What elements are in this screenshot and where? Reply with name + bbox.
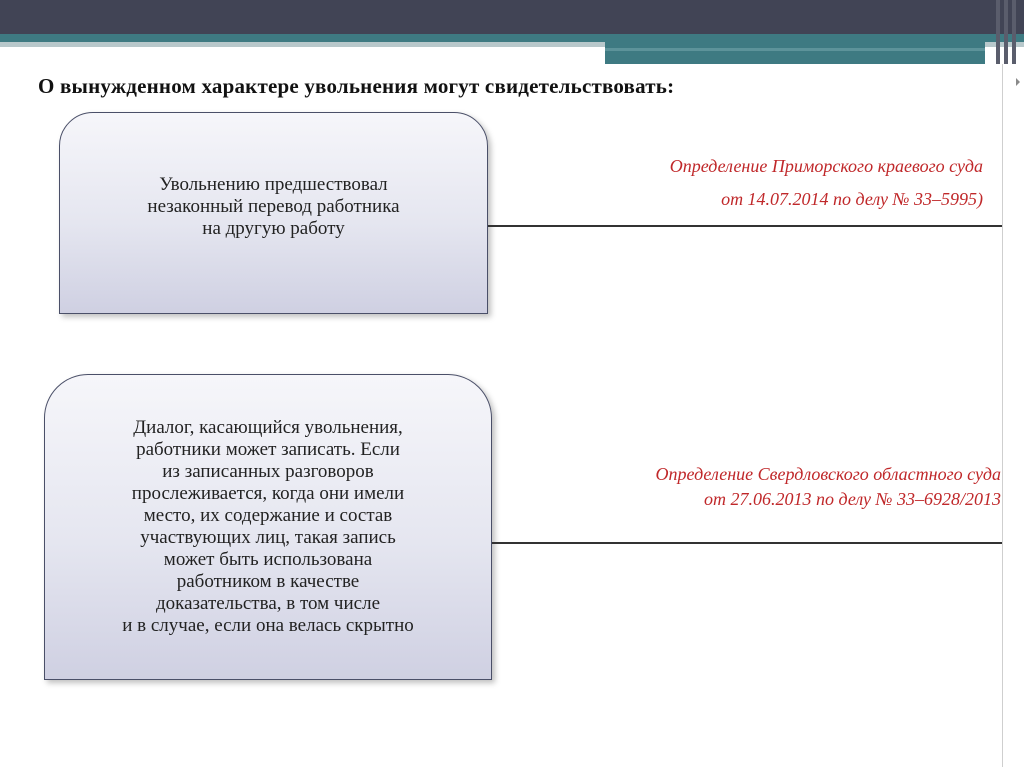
evidence-box-1	[59, 112, 488, 314]
court-reference-2	[500, 462, 1001, 512]
top-accent-stripe	[0, 34, 1024, 42]
evidence-box-1-text: Увольнению предшествовал незаконный перевод работника на другую работу	[147, 174, 400, 239]
evidence-box-2	[44, 374, 492, 680]
court-reference-1-line1: Определение Приморского краевого суда	[669, 156, 983, 176]
right-edge-rule	[1002, 64, 1003, 767]
court-reference-2-line2: от 27.06.2013 по делу № 33–6928/2013	[704, 489, 1001, 509]
corner-accent-line	[605, 48, 985, 51]
top-decor-bar	[0, 0, 1024, 34]
slide-marker-icon	[1016, 78, 1020, 86]
court-reference-2-line1: Определение Свердловского областного суда	[655, 464, 1001, 484]
court-reference-1-line2: от 14.07.2014 по делу № 33–5995)	[721, 189, 983, 209]
evidence-box-2-text: Диалог, касающийся увольнения, работники может записать. Если из записанных разговоров прослеживается, когда они имели место, их содержание и состав участвующих лиц, такая запись может быть использована работником в качестве доказательства, в том числе и в случае, если она велась скрытно	[122, 417, 414, 636]
connector-line-2	[492, 542, 1002, 544]
slide-heading: О вынужденном характере увольнения могут свидетельствовать:	[38, 74, 675, 98]
connector-line-1	[488, 225, 1002, 227]
corner-accent-block	[605, 42, 985, 64]
corner-vertical-lines	[990, 0, 1024, 64]
court-reference-1	[520, 150, 983, 216]
